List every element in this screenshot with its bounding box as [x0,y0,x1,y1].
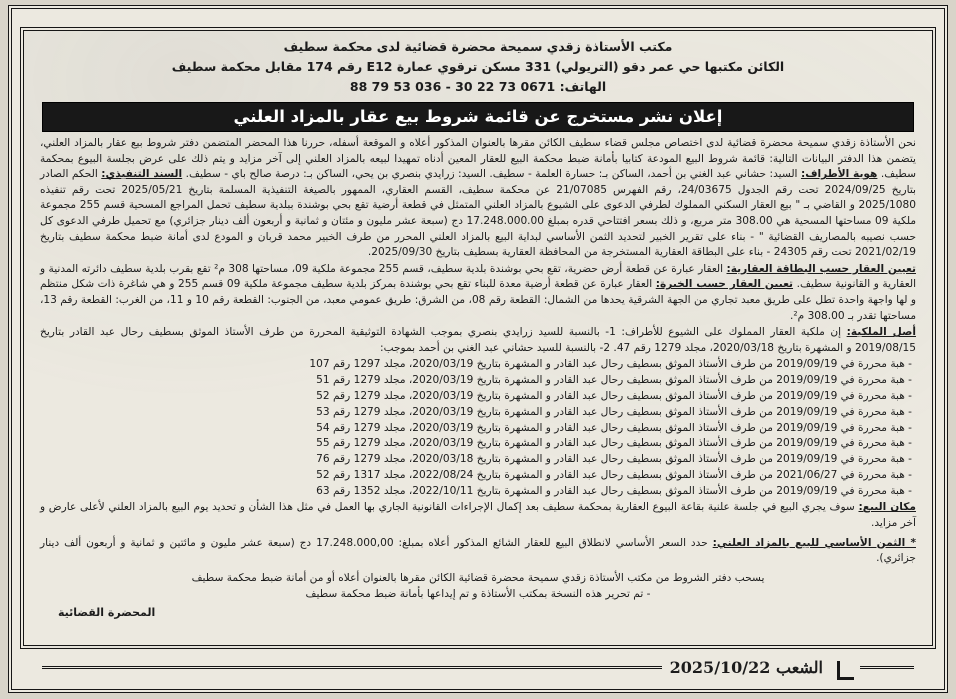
newspaper-footer [42,655,914,679]
intro-paragraph [40,136,916,261]
signature-label: المحضرة القضائية [58,606,156,619]
expert-designation-text: العقار عبارة عن قطعة أرضية معدة للبناء تقع بحي بوشندة بمركز بلدية سطيف مجموعة ملكية 09 قسم 255 و هي شاغرة ذات شكل منتظم و لها واجهة واحدة تطل على طريق معبد تجاري من الجهة الشرقية يحدها من الشمال: القطعة رقم 08، من الشرق: طريق عمومي معبد، من الجنوب: القطعة رقم 10 و 11، من الغرب: القطعة رقم 13، مساحتها تقدر بـ 308.00 م². [40,278,917,322]
donation-deed-line: - هبة محررة في 2019/09/19 من طرف الأستاذ الموثق بسطيف رحال عبد القادر و المشهرة بتاريخ 2020/03/18، مجلد 1279 رقم 76 [316,453,912,466]
corner-bracket-icon [837,661,854,680]
office-phone-line: الهاتف: 0671 73 22 30 - 036 53 79 88 [349,79,607,94]
donation-deeds-list [40,357,912,499]
donation-deed-line: - هبة محررة في 2019/09/19 من طرف الأستاذ الموثق بسطيف رحال عبد القادر و المشهرة بتاريخ 2020/03/19، مجلد 1279 رقم 53 [316,405,912,418]
inner-frame [20,27,936,649]
expert-designation-label: تعيين العقار حسب الخبرة: [655,278,794,291]
office-address-line: الكائن مكتبها حي عمر دقو (التريولي) 331 مسكن ترقوي عمارة E12 رقم 174 مقابل محكمة سطيف [171,59,785,74]
donation-deed-line: - هبة محررة في 2019/09/19 من طرف الأستاذ الموثق بسطيف رحال عبد القادر و المشهرة بتاريخ 2020/03/19، مجلد 1297 رقم 107 [309,358,912,371]
withdrawal-note: يسحب دفتر الشروط من مكتب الأستاذة زقدي سميحة محضرة قضائية الكائن مقرها بالعنوان أعلاه أو من أمانة ضبط محكمة سطيف [191,571,765,584]
sale-place-paragraph [40,500,916,531]
card-designation-label: تعيين العقار حسب البطاقة العقارية: [726,262,916,275]
office-name-line: مكتب الأستاذة زقدي سميحة محضرة قضائية لدى محكمة سطيف [283,39,673,54]
ownership-origin-label: أصل الملكية: [846,326,916,339]
ownership-paragraph [40,325,916,356]
donation-deed-line: - هبة محررة في 2019/09/19 من طرف الأستاذ الموثق بسطيف رحال عبد القادر و المشهرة بتاريخ 2020/03/19، مجلد 1279 رقم 55 [316,437,912,450]
footer-rule-right [860,666,914,669]
executory-text: الحكم الصادر بتاريخ 2024/09/25 تحت رقم الجدول 24/03675، رقم الفهرس 21/07085 عن محكمة سطيف، القسم العقاري، الممهور بالصيغة التنفيذية المسلمة بتاريخ 2025/05/21 تحت رقم تنفيذه 2025/1080 و القاضي بـ " بيع العقار السكني المملوك لطرفي الدعوى على الشيوع بالمزاد العلني المتمثل في قطعة أرضية تقع بحي بوشندة ببلدية سطيف تحمل المراجع المسحية قسم 255 مجموعة ملكية 09 مساحتها المسحية هي 308.00 متر مربع، و ذلك بسعر افتتاحي قدره بمبلغ 17.248.000.00 دج (سبعة عشر مليون و مئتان و ثمانية و أربعون ألف دينار جزائري) مع تحميل طرفي الدعوى كل حسب نصيبه بالمصاريف القضائية " - بناء على تقرير الخبير لتحديد الثمن الأساسي لبداية البيع بالمزاد العلني المحرر من طرف الخبير محمد قربان و المودع لدى أمانة ضبط محكمة سطيف بتاريخ 2021/02/19 تحت رقم 24305 - بناء على البطاقة العقارية المستخرجة من المحافظة العقارية بسطيف بتاريخ 2025/09/30. [40,168,917,259]
executory-label: السند التنفيذي: [101,168,183,181]
base-price-label: * الثمن الأساسي للبيع بالمزاد العلني: [712,536,916,549]
sale-terms [40,500,916,566]
donation-deed-line: - هبة محررة في 2019/09/19 من طرف الأستاذ الموثق بسطيف رحال عبد القادر و المشهرة بتاريخ 2020/03/19، مجلد 1279 رقم 52 [316,389,912,402]
office-header [40,37,916,97]
designation-paragraph [40,262,916,324]
intro-text: نحن الأستاذة زقدي سميحة محضرة قضائية لدى اختصاص مجلس قضاء سطيف الكائن مقرها بالعنوان المذكور أعلاه و الموقعة أسفله، حررنا هذا المحضر المتضمن دفتر شروط بيع عقار بالمزاد العلني، يتضمن هذا الدفتر البيانات التالية: قائمة شروط البيع المودعة كتابيا بأمانة ضبط محكمة البيع للعقار المعين أدناه تمهيدا لبيعه بالمزاد العلني إلى آخر مزايد و يتم ذلك على عرض بجلسة البيوع بمحكمة سطيف. [40,137,916,181]
deposit-note: - تم تحرير هذه النسخة بمكتب الأستاذة و تم إيداعها بأمانة ضبط محكمة سطيف [305,587,651,600]
notice-title: إعلان نشر مستخرج عن قائمة شروط بيع عقار بالمزاد العلني [233,107,723,126]
sale-place-label: مكان البيع: [858,501,916,514]
sale-place-text: سوف يجري البيع في جلسة علنية بقاعة البيوع العقارية بمحكمة سطيف بعد إكمال الإجراءات القانونية الجاري بها العمل في مثل هذا الشأن و تحديد يوم البيع بالمزاد العلني لأعلى عارض و آخر مزايد. [40,501,916,530]
newspaper-name-date: الشعب 2025/10/22 [669,657,823,677]
page-frame [8,5,948,693]
notice-title-banner [42,102,914,132]
base-price-paragraph [40,536,916,567]
card-designation-text: العقار عبارة عن قطعة أرض حضرية، تقع بحي بوشندة بلدية سطيف، قسم 255 مجموعة ملكية 09، مساحتها 308 م² تقع بقرب بلدية سطيف دائرته المدنية و العقارية و القانونية سطيف. [40,262,917,291]
parties-label: هوية الأطراف: [800,168,878,181]
ownership-origin-text: إن ملكية العقار المملوك على الشيوع للأطراف: 1- بالنسبة للسيد زرايدي بنصري بموجب الشهادة التوثيقية المحررة من طرف الأستاذ الموثق بسطيف رحال عبد القادر بتاريخ 2019/08/15 و المشهرة بتاريخ 2020/03/18، مجلد 1279 رقم 47. 2- بالنسبة للسيد حشاني عبد الغني بن أحمد بموجب: [40,326,916,354]
base-price-text: حدد السعر الأساسي لانطلاق البيع للعقار الشائع المذكور أعلاه بمبلغ: 17.248.000,00 دج (سبعة عشر مليون و مائتين و ثمانية و أربعون ألف دينار جزائري). [40,536,916,565]
donation-deed-line: - هبة محررة في 2019/09/19 من طرف الأستاذ الموثق بسطيف رحال عبد القادر و المشهرة بتاريخ 2020/03/19، مجلد 1279 رقم 51 [316,374,912,387]
footer-rule-left [42,666,662,669]
donation-deed-line: - هبة محررة في 2019/09/19 من طرف الأستاذ الموثق بسطيف رحال عبد القادر و المشهرة بتاريخ 2022/10/11، مجلد 1352 رقم 63 [316,484,912,497]
donation-deed-line: - هبة محررة في 2021/06/27 من طرف الأستاذ الموثق بسطيف رحال عبد القادر و المشهرة بتاريخ 2022/08/24، مجلد 1317 رقم 52 [316,468,912,481]
footer-notes [40,570,916,602]
donation-deed-line: - هبة محررة في 2019/09/19 من طرف الأستاذ الموثق بسطيف رحال عبد القادر و المشهرة بتاريخ 2020/03/19، مجلد 1279 رقم 54 [316,421,912,434]
parties-text: السيد: حشاني عبد الغني بن أحمد، الساكن بـ: حسارة العلمة - سطيف. السيد: زرايدي بنصري بن يحي، الساكن بـ: درصة صالح باي - سطيف. [185,168,798,181]
notice-body [40,136,916,356]
